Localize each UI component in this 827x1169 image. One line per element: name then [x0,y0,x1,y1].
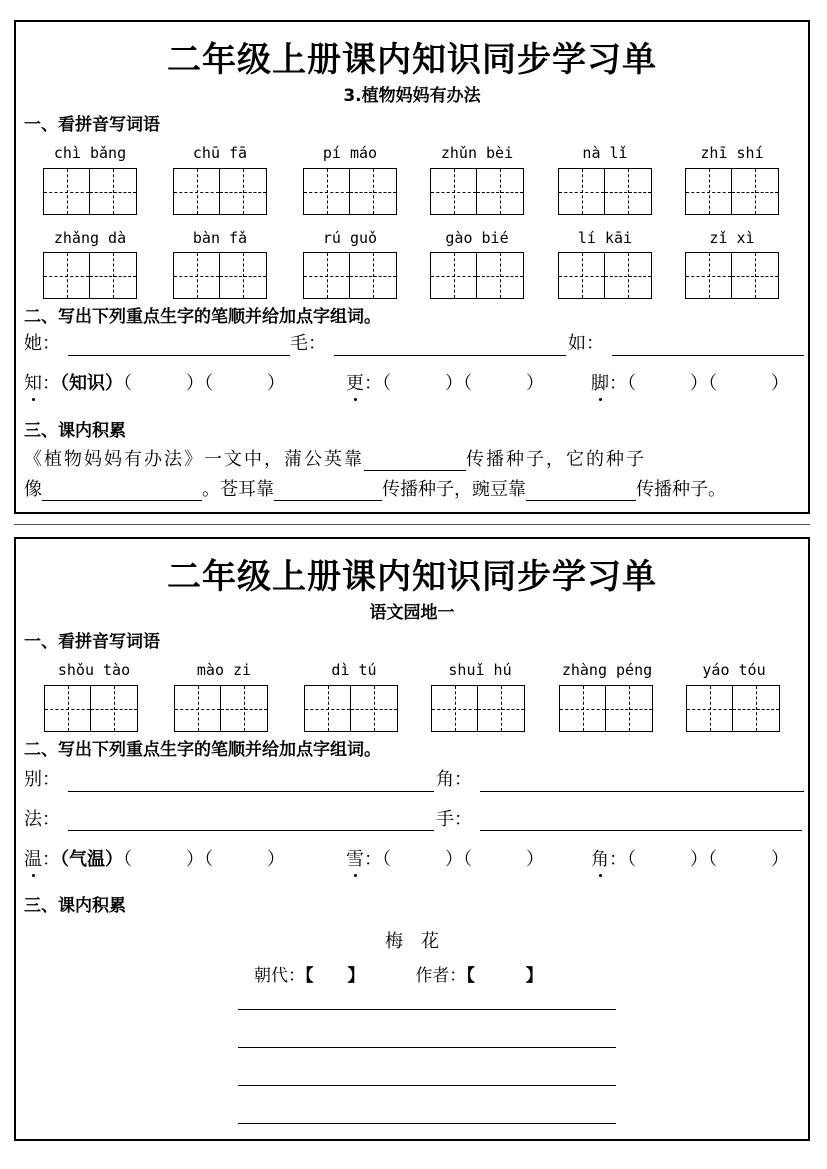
stroke-answer-line[interactable] [612,355,804,356]
writing-grid[interactable] [558,252,652,299]
page-divider [14,524,810,525]
stroke-answer-line[interactable] [480,830,802,831]
colon: ： [364,849,382,870]
pinyin-label: zhī shí [700,144,764,162]
stroke-answer-line[interactable] [68,791,434,792]
word-forming-row [24,849,285,871]
stroke-answer-line[interactable] [68,355,290,356]
section-heading-pinyin: 一、看拼音写词语 [24,115,160,135]
pinyin-label: shuǐ hú [448,661,512,679]
dotted-char: 雪 [346,849,364,870]
stroke-char-label: 她： [24,333,60,354]
dotted-char: 知 [24,373,42,394]
fill-blank[interactable] [526,480,636,501]
stroke-answer-line[interactable] [480,791,804,792]
text: 《植物妈妈有办法》一文中，蒲公英靠 [24,449,364,470]
word-blanks[interactable]: （ ）（ ） [382,849,544,870]
writing-grid[interactable] [430,168,524,215]
colon: ： [609,849,627,870]
colon: ： [609,373,627,394]
poem-title: 梅 花 [385,931,439,952]
stroke-answer-line[interactable] [68,830,434,831]
text: 。苍耳靠 [202,479,274,500]
pinyin-label: lí kāi [577,229,633,247]
poem-writing-line[interactable] [238,1085,616,1086]
pinyin-label: nà lǐ [582,144,628,162]
word-forming-row [591,849,789,871]
stroke-char-label: 角： [436,769,472,790]
section-heading-accumulation: 三、课内积累 [24,421,126,441]
section-heading-accumulation: 三、课内积累 [24,896,126,916]
writing-grid[interactable] [686,685,780,732]
word-forming-row [346,849,544,871]
writing-grid[interactable] [303,168,397,215]
accumulation-line-2 [24,479,726,501]
pinyin-label: yáo tóu [702,661,766,679]
stroke-char-label: 别： [24,769,60,790]
stroke-char-label: 手： [436,809,472,830]
worksheet-2 [14,537,810,1141]
dotted-char: 更 [346,373,364,394]
word-forming-row [346,373,544,395]
stroke-char-label: 如： [568,333,604,354]
pinyin-label: bàn fǎ [192,229,248,247]
pinyin-label: mào zi [196,661,252,679]
dynasty-blank[interactable]: 【 】 [305,966,365,986]
writing-grid[interactable] [430,252,524,299]
dotted-char: 脚 [591,373,609,394]
writing-grid[interactable] [173,252,267,299]
word-blanks[interactable]: （ ）（ ） [627,849,789,870]
worksheet-1 [14,20,810,514]
poem-writing-line[interactable] [238,1123,616,1124]
writing-grid[interactable] [685,252,779,299]
writing-grid[interactable] [303,252,397,299]
example-word: （气温） [60,849,123,870]
word-blanks[interactable]: （ ）（ ） [123,373,285,394]
writing-grid[interactable] [44,685,138,732]
dotted-char: 角 [591,849,609,870]
pinyin-label: zhǔn bèi [440,144,514,162]
pinyin-label: chì bǎng [53,144,127,162]
writing-grid[interactable] [559,685,653,732]
accumulation-line-1 [24,449,646,471]
fill-blank[interactable] [364,450,466,471]
fill-blank[interactable] [274,480,382,501]
author-label: 作者： [415,966,467,986]
word-blanks[interactable]: （ ）（ ） [382,373,544,394]
dynasty-label: 朝代： [254,966,305,986]
example-word: （知识） [60,373,123,394]
lesson-subtitle: 3.植物妈妈有办法 [343,86,481,106]
section-heading-strokes: 二、写出下列重点生字的笔顺并给加点字组词。 [24,307,381,327]
colon: ： [42,373,60,394]
dotted-char: 温 [24,849,42,870]
stroke-char-label: 毛： [290,333,326,354]
writing-grid[interactable] [304,685,398,732]
writing-grid[interactable] [43,252,137,299]
poem-meta [254,965,543,987]
writing-grid[interactable] [174,685,268,732]
pinyin-label: gào bié [445,229,509,247]
writing-grid[interactable] [43,168,137,215]
pinyin-label: zhǎng dà [53,229,127,247]
writing-grid[interactable] [431,685,525,732]
colon: ： [42,849,60,870]
writing-grid[interactable] [173,168,267,215]
stroke-char-label: 法： [24,809,60,830]
writing-grid[interactable] [558,168,652,215]
pinyin-label: pí máo [322,144,378,162]
worksheet-title: 二年级上册课内知识同步学习单 [167,557,657,597]
word-forming-row [24,373,285,395]
pinyin-label: dì tú [331,661,377,679]
author-blank[interactable]: 【 】 [466,966,543,986]
section-heading-pinyin: 一、看拼音写词语 [24,632,160,652]
text: 传播种子。 [636,479,726,500]
fill-blank[interactable] [42,480,202,501]
text: 传播种子，它的种子 [466,449,646,470]
writing-grid[interactable] [685,168,779,215]
pinyin-label: zǐ xì [709,229,755,247]
colon: ： [364,373,382,394]
poem-writing-line[interactable] [238,1047,616,1048]
section-heading-strokes: 二、写出下列重点生字的笔顺并给加点字组词。 [24,740,381,760]
pinyin-label: zhàng péng [561,661,653,679]
pinyin-label: shǒu tào [57,661,131,679]
word-blanks[interactable]: （ ）（ ） [123,849,285,870]
text: 传播种子，豌豆靠 [382,479,526,500]
pinyin-label: chū fā [192,144,248,162]
pinyin-label: rú guǒ [322,229,378,247]
worksheet-title: 二年级上册课内知识同步学习单 [167,40,657,80]
text: 像 [24,479,42,500]
stroke-answer-line[interactable] [334,355,566,356]
lesson-subtitle: 语文园地一 [369,603,455,623]
poem-writing-line[interactable] [238,1009,616,1010]
word-forming-row [591,373,789,395]
word-blanks[interactable]: （ ）（ ） [627,373,789,394]
